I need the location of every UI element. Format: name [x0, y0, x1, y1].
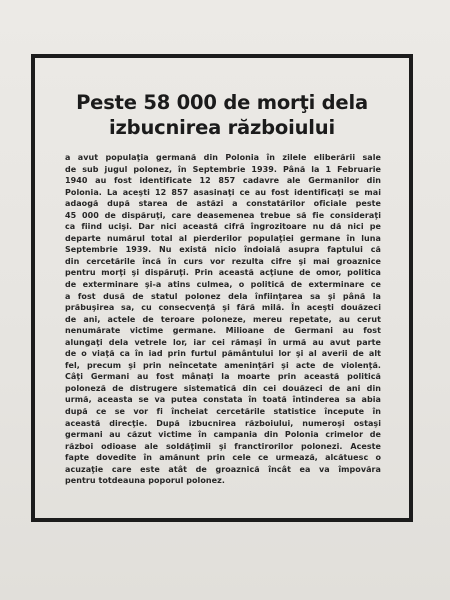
black-border-frame	[31, 54, 413, 522]
body-text-line: germani au căzut victime în campania din Polonia crimelor de	[65, 430, 381, 440]
body-text-line: război odioase ale soldăţimii şi franctirorilor polonezi. Aceste	[65, 441, 381, 451]
document-title	[35, 90, 409, 140]
body-text-line: de exterminare şi-a atins culmea, o politică de exterminare ce	[65, 280, 381, 290]
title-line-2: izbucnirea războiului	[109, 116, 335, 139]
body-text-line: după ce se vor fi încheiat cercetările statistice începute în	[65, 407, 381, 417]
body-text-line: de sub jugul polonez, în Septembrie 1939. Până la 1 Februarie	[65, 164, 381, 174]
title-line-1: Peste 58 000 de morţi dela	[76, 91, 368, 114]
body-text-line: Câţi Germani au fost mânaţi la moarte prin această politică	[65, 372, 381, 382]
body-text-line: a avut populaţia germană din Polonia în zilele eliberării sale	[65, 153, 381, 162]
body-text-line: Polonia. La aceşti 12 857 asasinaţi ce au fost identificaţi se mai	[65, 187, 381, 197]
body-text-line: urmă, aceasta se va putea constata în toată întinderea sa abia	[65, 395, 381, 405]
body-text-line: a fost dusă de statul polonez dela înfiinţarea sa şi până la	[65, 291, 381, 301]
body-text-line: alungaţi dela vetrele lor, iar cei rămaşi în urmă au avut parte	[65, 337, 381, 347]
body-text-line: ca fiind ucişi. Dar nici această cifră îngrozitoare nu dă nici pe	[65, 222, 381, 232]
body-text-line: adaogă după starea de astăzi a constatărilor oficiale peste	[65, 199, 381, 209]
body-text-line: fapte dovedite în amănunt prin cele ce urmează, alcătuesc o	[65, 453, 381, 463]
body-text-line: această direcţie. După izbucnirea războiului, numeroşi ostaşi	[65, 418, 381, 428]
body-text-line: de ani, actele de teroare poloneze, mereu repetate, au cerut	[65, 314, 381, 324]
body-text-line: departe numărul total al pierderilor populaţiei germane în luna	[65, 233, 381, 243]
body-text-line: de o viaţă ca în iad prin furtul pământului lor şi al averii de alt	[65, 349, 381, 359]
body-text-line: Septembrie 1939. Nu există nicio îndoială asupra faptului că	[65, 245, 381, 255]
body-text-line: din cercetările încă în curs vor rezulta cifre şi mai groaznice	[65, 256, 381, 266]
body-text-line: 1940 au fost identificate 12 857 cadavre ale Germanilor din	[65, 176, 381, 186]
body-text-line: poloneză de distrugere sistematică din cei douăzeci de ani din	[65, 383, 381, 393]
body-text-line: pentru totdeauna poporul polonez.	[65, 476, 225, 486]
body-text-line: acuzaţie care este atât de groaznică încât ea va împovăra	[65, 464, 381, 474]
body-text-line: prăbuşirea sa, cu consecvenţă şi fără milă. În aceşti douăzeci	[65, 303, 381, 313]
body-text-line: pentru morţi şi dispăruţi. Prin această acţiune de omor, politica	[65, 268, 381, 278]
body-text-line: fel, precum şi prin neîncetate ameninţări şi acte de violenţă.	[65, 360, 381, 370]
body-paragraph	[65, 152, 381, 487]
body-text-line: nenumărate victime germane. Milioane de Germani au fost	[65, 326, 381, 336]
body-text-line: 45 000 de dispăruţi, care deasemenea trebue să fie consideraţi	[65, 210, 381, 220]
